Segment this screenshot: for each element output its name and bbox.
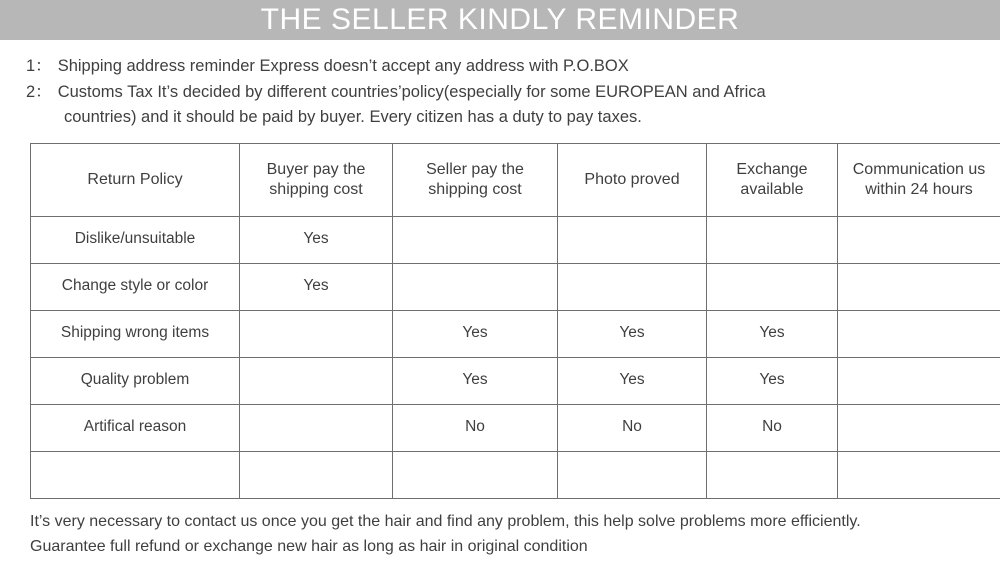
table-cell: Yes: [558, 310, 707, 357]
table-row: [31, 263, 1000, 310]
table-cell: No: [558, 404, 707, 451]
note-text: Customs Tax It’s decided by different countries’policy(especially for some EUROPEAN and Africa: [57, 82, 766, 101]
footer-line-1: It’s very necessary to contact us once you get the hair and find any problem, this help solve problems more efficiently.: [30, 512, 861, 530]
notes-section: [0, 40, 1000, 135]
table-cell: Yes: [558, 357, 707, 404]
table-header-cell: Buyer pay the shipping cost: [240, 143, 393, 216]
table-cell: [838, 404, 1000, 451]
note-item: [26, 54, 974, 80]
table-header-row: [31, 143, 1000, 216]
row-label: Change style or color: [31, 263, 240, 310]
table-cell: [240, 357, 393, 404]
note-text: Shipping address reminder Express doesn’t accept any address with P.O.BOX: [57, 57, 629, 75]
note-item: [26, 80, 974, 106]
note-number: 2：: [26, 82, 52, 101]
page-banner: [0, 0, 1000, 40]
row-label: Artifical reason: [31, 404, 240, 451]
footer-section: [0, 499, 1000, 560]
table-cell: [393, 216, 558, 263]
table-cell: Yes: [707, 357, 838, 404]
table-header-cell: Seller pay the shipping cost: [393, 143, 558, 216]
table-cell: [240, 310, 393, 357]
table-cell: [707, 451, 838, 498]
table-cell: [707, 263, 838, 310]
row-label: Shipping wrong items: [31, 310, 240, 357]
table-cell: No: [707, 404, 838, 451]
table-cell: [393, 451, 558, 498]
table-cell: [393, 263, 558, 310]
return-policy-table: [30, 143, 1000, 499]
table-row: [31, 216, 1000, 263]
table-cell: Yes: [393, 357, 558, 404]
table-cell: Yes: [240, 216, 393, 263]
table-cell: [838, 451, 1000, 498]
table-row: [31, 357, 1000, 404]
note-number: 1：: [26, 57, 52, 75]
table-row: [31, 404, 1000, 451]
table-cell: Yes: [240, 263, 393, 310]
table-cell: Yes: [393, 310, 558, 357]
table-cell: [838, 216, 1000, 263]
note-continuation: countries) and it should be paid by buyer. Every citizen has a duty to pay taxes.: [64, 108, 642, 127]
table-cell: [240, 451, 393, 498]
table-cell: [838, 263, 1000, 310]
table-cell: [838, 310, 1000, 357]
row-label: [31, 451, 240, 498]
table-header-cell: Photo proved: [558, 143, 707, 216]
table-cell: [838, 357, 1000, 404]
table-cell: [558, 263, 707, 310]
table-cell: [707, 216, 838, 263]
table-row: [31, 310, 1000, 357]
table-header-cell: Return Policy: [31, 143, 240, 216]
table-cell: [558, 451, 707, 498]
page-title: THE SELLER KINDLY REMINDER: [260, 3, 740, 36]
table-cell: [240, 404, 393, 451]
table-header-cell: Exchange available: [707, 143, 838, 216]
footer-line-2: Guarantee full refund or exchange new hair as long as hair in original condition: [30, 538, 588, 556]
row-label: Dislike/unsuitable: [31, 216, 240, 263]
table-row: [31, 451, 1000, 498]
table-header-cell: Communication us within 24 hours: [838, 143, 1000, 216]
row-label: Quality problem: [31, 357, 240, 404]
table-cell: No: [393, 404, 558, 451]
table-cell: [558, 216, 707, 263]
table-cell: Yes: [707, 310, 838, 357]
